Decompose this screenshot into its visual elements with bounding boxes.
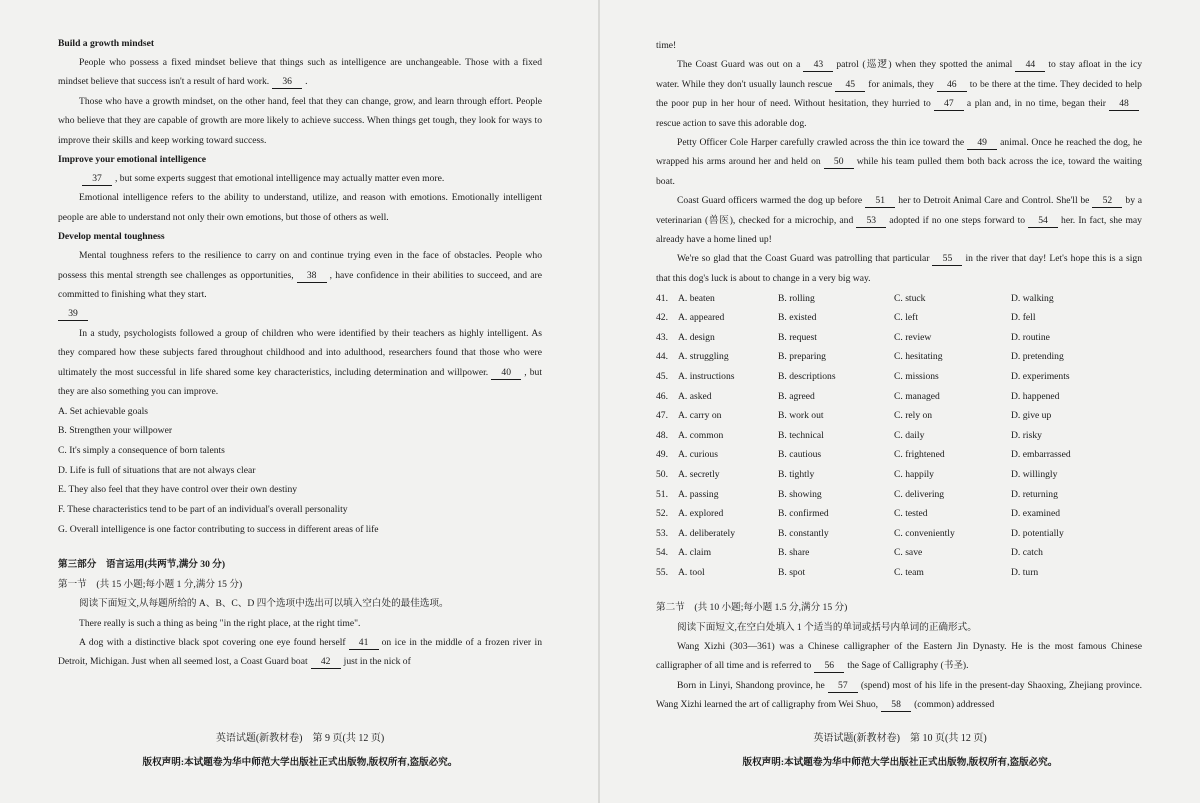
question-number: 50. bbox=[656, 468, 668, 480]
blank-42: 42 bbox=[311, 655, 341, 669]
choice-c: C. rely on bbox=[894, 410, 933, 422]
choice-d: D. potentially bbox=[1011, 527, 1064, 539]
paragraph-text: on ice in the middle of a frozen river in Detroit, Michigan. Just when all seemed lost, a Coast Guard boat bbox=[58, 637, 542, 668]
choice-b: B. share bbox=[778, 547, 810, 559]
section-heading-growth-mindset: Build a growth mindset bbox=[58, 38, 155, 49]
paragraph-text: We're so glad that the Coast Guard was patrolling that particular bbox=[677, 253, 930, 265]
choice-row bbox=[656, 406, 1136, 426]
choice-c: C. delivering bbox=[894, 488, 945, 500]
blank-41: 41 bbox=[349, 636, 379, 650]
choice-row bbox=[656, 288, 1136, 308]
question-number: 52. bbox=[656, 508, 668, 520]
choice-a: A. claim bbox=[678, 547, 712, 559]
paragraph-text: Coast Guard officers warmed the dog up before bbox=[677, 195, 863, 207]
choice-a: A. secretly bbox=[678, 468, 720, 480]
choice-b: B. cautious bbox=[778, 449, 822, 461]
blank-39: 39 bbox=[58, 307, 88, 321]
paragraph-text: rescue action to save this adorable dog. bbox=[656, 117, 807, 129]
choice-row bbox=[656, 504, 1136, 524]
paragraph-text: a plan and, in no time, began their bbox=[966, 98, 1106, 110]
paragraph-text: her to Detroit Animal Care and Control. She'll be bbox=[898, 195, 1090, 207]
choice-d: D. happened bbox=[1011, 390, 1060, 402]
choice-c: C. save bbox=[894, 547, 923, 559]
choice-c: C. daily bbox=[894, 429, 925, 441]
section-heading-emotional-intelligence: Improve your emotional intelligence bbox=[58, 154, 207, 166]
choice-d: D. risky bbox=[1011, 429, 1042, 441]
copyright-notice: 版权声明:本试题卷为华中师范大学出版社正式出版物,版权所有,盗版必究。 bbox=[142, 757, 458, 768]
blank-47: 47 bbox=[934, 97, 964, 111]
paragraph bbox=[656, 676, 1142, 715]
question-number: 41. bbox=[656, 292, 668, 304]
choice-a: A. carry on bbox=[678, 410, 722, 422]
choice-a: A. deliberately bbox=[678, 527, 736, 539]
blank-48: 48 bbox=[1109, 97, 1139, 111]
choice-b: B. request bbox=[778, 331, 817, 343]
paragraph bbox=[656, 191, 1142, 249]
question-number: 51. bbox=[656, 488, 668, 500]
paragraph bbox=[656, 637, 1142, 676]
choice-a: A. passing bbox=[678, 488, 719, 500]
paragraph-text: , but some experts suggest that emotional intelligence may actually matter even more. bbox=[115, 173, 445, 185]
choice-d: D. routine bbox=[1011, 331, 1050, 343]
choice-a: A. design bbox=[678, 331, 715, 343]
question-number: 45. bbox=[656, 370, 668, 382]
choice-b: B. spot bbox=[778, 566, 806, 578]
choice-d: D. returning bbox=[1011, 488, 1058, 500]
paragraph-text: her. In fact, she may already have a home lined up! bbox=[656, 214, 1142, 246]
paragraph bbox=[656, 55, 1142, 133]
choice-c: C. stuck bbox=[894, 292, 926, 304]
blank-49: 49 bbox=[967, 136, 997, 150]
choice-a: A. beaten bbox=[678, 292, 715, 304]
blank-58: 58 bbox=[881, 698, 911, 712]
choice-a: A. struggling bbox=[678, 351, 729, 363]
paragraph bbox=[58, 169, 542, 188]
paragraph-text: The Coast Guard was out on a bbox=[677, 59, 801, 71]
section-two-title: 第二节 (共 10 小题;每小题 1.5 分,满分 15 分) bbox=[656, 602, 848, 614]
option-item: D. Life is full of situations that are not always clear bbox=[58, 464, 256, 476]
choice-d: D. walking bbox=[1011, 292, 1054, 304]
paragraph-text: adopted if no one steps forward to bbox=[889, 214, 1026, 226]
paragraph bbox=[58, 246, 542, 304]
choice-row bbox=[656, 465, 1136, 485]
blank-53: 53 bbox=[856, 214, 886, 228]
question-number: 54. bbox=[656, 547, 668, 559]
section-heading-mental-toughness: Develop mental toughness bbox=[58, 231, 165, 243]
paragraph-text: (common) addressed bbox=[914, 699, 995, 711]
blank-40: 40 bbox=[491, 366, 521, 380]
choice-row bbox=[656, 563, 1136, 583]
choice-b: B. preparing bbox=[778, 351, 826, 363]
choice-c: C. missions bbox=[894, 370, 939, 382]
question-number: 42. bbox=[656, 312, 668, 324]
paragraph: There really is such a thing as being "in the right place, at the right time". bbox=[79, 617, 361, 629]
choice-a: A. appeared bbox=[678, 312, 725, 324]
paragraph-text: People who possess a fixed mindset believe that things such as intelligence are unchangeable. Those with a fixed mindset believe that success isn't a result of hard work. bbox=[58, 57, 542, 88]
paragraph-text: patrol (巡逻) when they spotted the animal bbox=[836, 59, 1013, 71]
blank-57: 57 bbox=[828, 679, 858, 693]
option-item: G. Overall intelligence is one factor contributing to success in different areas of life bbox=[58, 523, 379, 535]
choice-b: B. agreed bbox=[778, 390, 815, 402]
paragraph-text: to stay afloat in the icy water. While they don't usually launch rescue bbox=[656, 59, 1143, 90]
choice-b: B. existed bbox=[778, 312, 817, 324]
paragraph-text: by a veterinarian (兽医), checked for a microchip, and bbox=[656, 195, 1142, 226]
choices-table bbox=[656, 288, 1136, 582]
left-footer bbox=[0, 732, 600, 770]
paragraph-text: just in the nick of bbox=[343, 656, 411, 668]
blank-55: 55 bbox=[932, 252, 962, 266]
choice-row bbox=[656, 367, 1136, 387]
blank-54: 54 bbox=[1028, 214, 1058, 228]
choice-d: D. pretending bbox=[1011, 351, 1064, 363]
choice-a: A. tool bbox=[678, 566, 705, 578]
paragraph-text: to be there at the time. They decided to help the poor pup in her hour of need. Without hesitation, they hurried to bbox=[656, 78, 1142, 110]
choice-b: B. constantly bbox=[778, 527, 829, 539]
paragraph bbox=[656, 133, 1142, 191]
paragraph-text: , have confidence in their abilities to succeed, and are committed to finishing what they start. bbox=[58, 269, 542, 301]
question-number: 44. bbox=[656, 351, 668, 363]
blank-51: 51 bbox=[865, 194, 895, 208]
part-three-title: 第三部分 语言运用(共两节,满分 30 分) bbox=[58, 559, 226, 571]
choice-c: C. hesitating bbox=[894, 351, 943, 363]
choice-b: B. confirmed bbox=[778, 508, 829, 520]
page-number: 英语试题(新教材卷) 第 9 页(共 12 页) bbox=[215, 733, 385, 744]
blank-45: 45 bbox=[835, 78, 865, 92]
choice-row bbox=[656, 425, 1136, 445]
page-number: 英语试题(新教材卷) 第 10 页(共 12 页) bbox=[813, 733, 987, 744]
question-number: 46. bbox=[656, 390, 668, 402]
question-number: 53. bbox=[656, 527, 668, 539]
choice-a: A. explored bbox=[678, 508, 724, 520]
choice-d: D. experiments bbox=[1011, 370, 1070, 382]
choice-b: B. rolling bbox=[778, 292, 815, 304]
option-item: C. It's simply a consequence of born talents bbox=[58, 444, 225, 456]
choice-a: A. common bbox=[678, 429, 724, 441]
blank-43: 43 bbox=[803, 58, 833, 72]
question-number: 43. bbox=[656, 331, 668, 343]
choice-b: B. tightly bbox=[778, 468, 815, 480]
paragraph: Those who have a growth mindset, on the other hand, feel that they can change, grow, and learn through effort. People who believe that they are capable of growth are more likely to achieve success. When things get tough, they look for ways to improve their skills and keep working toward success. bbox=[58, 95, 542, 146]
paragraph bbox=[58, 324, 542, 402]
choice-c: C. team bbox=[894, 566, 924, 578]
option-item: E. They also feel that they have control over their own destiny bbox=[58, 484, 298, 496]
choice-row bbox=[656, 484, 1136, 504]
blank-36: 36 bbox=[272, 75, 302, 89]
choice-row bbox=[656, 386, 1136, 406]
section-instructions: 阅读下面短文,从每题所给的 A、B、C、D 四个选项中选出可以填入空白处的最佳选项。 bbox=[79, 598, 449, 610]
blank-46: 46 bbox=[937, 78, 967, 92]
paragraph bbox=[656, 249, 1142, 288]
paragraph: People who possess a fixed mindset believe that things such as intelligence are unchangeable. Those with a fixed mindset believe that success isn't a result of hard work. 36 . bbox=[58, 57, 542, 88]
question-number: 47. bbox=[656, 410, 668, 422]
paragraph-text: in the river that day! Let's hope this is a sign that this dog's luck is about to change in a very big way. bbox=[656, 253, 1142, 284]
blank-44: 44 bbox=[1015, 58, 1045, 72]
options-list bbox=[58, 402, 542, 540]
choice-d: D. catch bbox=[1011, 547, 1043, 559]
choice-c: C. left bbox=[894, 312, 918, 324]
paragraph-text: Wang Xizhi (303—361) was a Chinese calligrapher of the Eastern Jin Dynasty. He is the most famous Chinese calligrapher of all time and is referred to bbox=[656, 641, 1142, 672]
blank-38: 38 bbox=[297, 269, 327, 283]
choice-c: C. review bbox=[894, 331, 932, 343]
choice-b: B. work out bbox=[778, 410, 824, 422]
section-instructions: 阅读下面短文,在空白处填入 1 个适当的单词或括号内单词的正确形式。 bbox=[677, 621, 977, 633]
choice-b: B. technical bbox=[778, 429, 824, 441]
choice-a: A. instructions bbox=[678, 370, 735, 382]
choice-c: C. frightened bbox=[894, 449, 945, 461]
paragraph-text: (spend) most of his life in the present-day Shaoxing, Zhejiang province. Wang Xizhi learned the art of calligraphy from Wei Shuo, bbox=[656, 679, 1143, 711]
blank-37: 37 bbox=[82, 172, 112, 186]
blank-56: 56 bbox=[814, 659, 844, 673]
paragraph: Emotional intelligence refers to the ability to understand, utilize, and reason with emotions. Emotionally intelligent people are able to understand not only their own emotions, but those of others as well. bbox=[58, 192, 542, 223]
choice-row bbox=[656, 308, 1136, 328]
choice-c: C. happily bbox=[894, 468, 934, 480]
choice-row bbox=[656, 523, 1136, 543]
paragraph-text: while his team pulled them both back across the ice, toward the waiting boat. bbox=[656, 156, 1142, 187]
blank-50: 50 bbox=[824, 155, 854, 169]
copyright-notice: 版权声明:本试题卷为华中师范大学出版社正式出版物,版权所有,盗版必究。 bbox=[742, 757, 1058, 768]
right-footer bbox=[600, 732, 1200, 770]
paragraph bbox=[58, 304, 542, 323]
paragraph-text: Born in Linyi, Shandong province, he bbox=[677, 679, 825, 691]
paragraph-text: animal. Once he reached the dog, he wrapped his arms around her and held on bbox=[656, 137, 1143, 168]
section-one-title: 第一节 (共 15 小题;每小题 1 分,满分 15 分) bbox=[58, 578, 243, 590]
choice-d: D. give up bbox=[1011, 410, 1052, 422]
choice-d: D. fell bbox=[1011, 312, 1036, 324]
choice-c: C. conveniently bbox=[894, 527, 955, 539]
question-number: 55. bbox=[656, 566, 668, 578]
right-page bbox=[600, 0, 1200, 803]
choice-d: D. willingly bbox=[1011, 468, 1058, 480]
paragraph-text: the Sage of Calligraphy (书圣). bbox=[847, 660, 969, 672]
paragraph: time! bbox=[656, 40, 677, 51]
paragraph-text: Petty Officer Cole Harper carefully crawled across the thin ice toward the bbox=[677, 137, 965, 149]
choice-c: C. managed bbox=[894, 390, 940, 402]
paragraph-text: In a study, psychologists followed a group of children who were identified by their teachers as highly intelligent. As they compared how these subjects fared throughout childhood and into adulthood, researchers found that those who were ultimately the most successful in life shared some key characteristics, including determination and willpower. bbox=[58, 327, 542, 378]
choice-d: D. turn bbox=[1011, 566, 1039, 578]
paragraph-text: Mental toughness refers to the resilience to carry on and continue trying even in the face of obstacles. People who possess this mental strength see challenges as opportunities, bbox=[58, 250, 542, 281]
question-number: 49. bbox=[656, 449, 668, 461]
choice-a: A. asked bbox=[678, 390, 712, 402]
choice-d: D. examined bbox=[1011, 508, 1061, 520]
option-item: B. Strengthen your willpower bbox=[58, 425, 173, 437]
blank-52: 52 bbox=[1092, 194, 1122, 208]
choice-row bbox=[656, 347, 1136, 367]
paragraph-text: A dog with a distinctive black spot covering one eye found herself bbox=[79, 637, 346, 649]
option-item: A. Set achievable goals bbox=[58, 405, 149, 417]
choice-row bbox=[656, 445, 1136, 465]
paragraph-text: for animals, they bbox=[868, 78, 934, 90]
paragraph bbox=[58, 633, 542, 672]
choice-d: D. embarrassed bbox=[1011, 449, 1071, 461]
choice-a: A. curious bbox=[678, 449, 718, 461]
choice-b: B. descriptions bbox=[778, 370, 836, 382]
choice-b: B. showing bbox=[778, 488, 822, 500]
choice-row bbox=[656, 327, 1136, 347]
choice-row bbox=[656, 543, 1136, 563]
question-number: 48. bbox=[656, 429, 668, 441]
choice-c: C. tested bbox=[894, 508, 928, 520]
option-item: F. These characteristics tend to be part of an individual's overall personality bbox=[58, 504, 348, 516]
paragraph-text: , but they are also something you can improve. bbox=[58, 366, 542, 398]
